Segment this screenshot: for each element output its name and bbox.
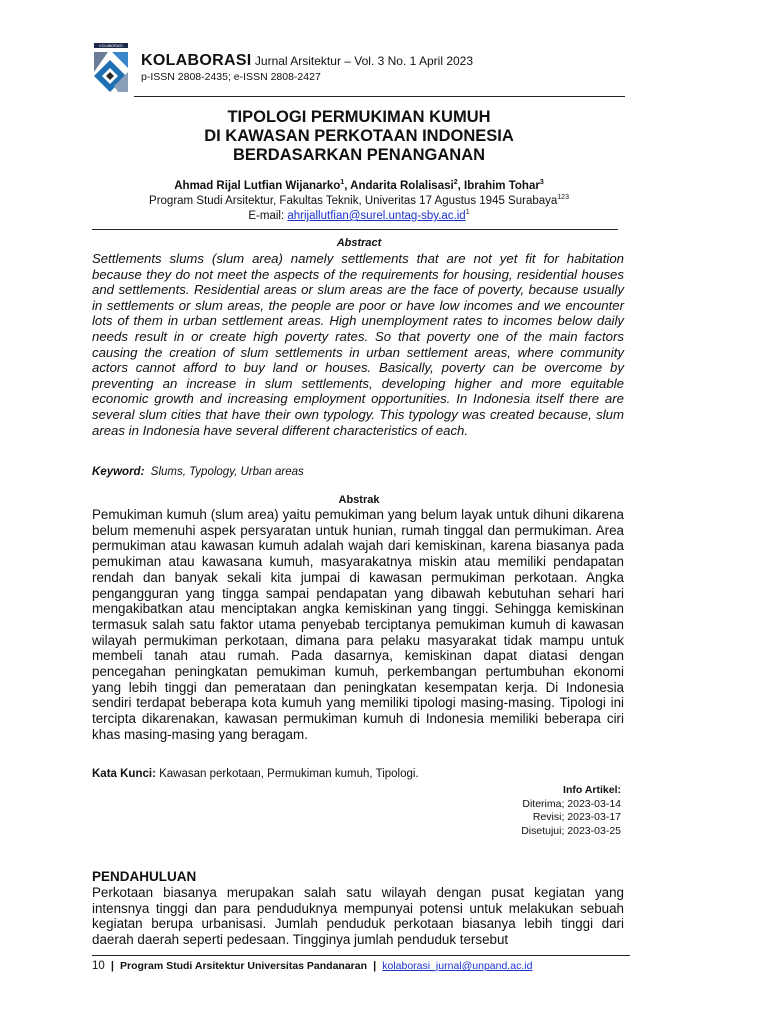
author-1: Ahmad Rijal Lutfian Wijanarko [174, 180, 341, 192]
abstract-divider [92, 229, 618, 230]
footer-divider [92, 955, 630, 956]
header-divider [134, 96, 625, 97]
title-line-2: DI KAWASAN PERKOTAAN INDONESIA [204, 127, 514, 145]
paper-title [92, 108, 626, 165]
abstrak-text: Pemukiman kumuh (slum area) yaitu pemukiman yang belum layak untuk dihuni dikarena belum memenuhi aspek persyaratan untuk hunian, rumah tinggal dan permukiman. Area permukiman atau kawasan kumuh adalah wajah dari kemiskinan, karena biasanya pada pemukiman atau kawasana kumuh, masyarakatnya miskin atau memiliki pendapatan rendah dan banyak sekali kita jumpai di kawasan permukiman perkotaan. Angka pengangguran yang tingga sampai pendapatan yang dibawah kebutuhan sehari hari mengakibatkan atau menciptakan angka kemiskinan yang tinggi. Sehingga kemiskinan termasuk salah satu faktor utama penyebab terciptanya pemukiman kumuh di kawasan wilayah permukiman perkotaan, dimana para pelaku masyarakat tidak mampu untuk membeli tanah atau rumah. Pada dasarnya, kemiskinan dapat diatasi dengan pencegahan peningkatan pemukiman kumuh, perkembangan pertumbuhan ekonomi yang lebih tinggi dan pemerataan dan peningkatan kesempatan kerja. Di Indonesia sendiri terdapat beberapa kota kumuh yang memiliki tipologi masing-masing. Tipologi ini tercipta dikarenakan, kawasan permukiman kumuh di Indonesia memiliki beberapa ciri khas masing-masing yang beragam. [92, 507, 624, 742]
date-revised: Revisi; 2023-03-17 [532, 811, 621, 823]
author-3: Ibrahim Tohar [464, 180, 540, 192]
abstrak-heading: Abstrak [338, 494, 380, 506]
page-footer: 10 | Program Studi Arsitektur Universitas Pandanaran | kolaborasi_jurnal@unpand.ac.id [92, 960, 533, 972]
abstract-heading: Abstract [336, 237, 382, 249]
affiliation: Program Studi Arsitektur, Fakultas Teknik, Univeritas 17 Agustus 1945 Surabaya$^{123}$ [149, 194, 569, 207]
section-text: Perkotaan biasanya merupakan salah satu wilayah dengan pusat kegiatan yang intensnya tinggi dan para penduduknya mempunyai potensi untuk melakukan sebuah kegiatan berupa urbanisasi. Jumlah penduduk perkotaan biasanya lebih tinggi dari daerah daerah seperti pedesaan. Tingginya jumlah penduduk tersebut [92, 885, 624, 947]
abstract-text: Settlements slums (slum area) namely settlements that are not yet fit for habitation because they do not meet the aspects of the requirements for housing, residential houses and settlements. Residential areas or slum areas are the face of poverty, because usually in settlements or slum areas, the people are poor or have low incomes and we encounter lots of them in urban settlement areas. High unemployment rates to incomes below daily needs result in or create high poverty rates. So that poverty one of the main factors causing the creation of slum settlements in urban settlement areas, where community actors cannot afford to buy land or houses. Basically, poverty can be overcome by preventing an increase in slum settlements, developing higher and more equitable economic growth and increasing employment opportunities. In Indonesia itself there are several slum cities that have their own typology. This typology was created because, slum areas in Indonesia have several different characteristics of each. [92, 251, 624, 438]
article-info [521, 784, 621, 838]
title-line-3: BERDASARKAN PENANGANAN [232, 146, 486, 164]
date-received: Diterima; 2023-03-14 [522, 797, 621, 810]
article-info-heading: Info Artikel: [563, 784, 621, 796]
author-list: Ahmad Rijal Lutfian Wijanarko$^1$, Andarita Rolalisasi$^2$, Ibrahim Tohar$^3$ [174, 179, 544, 192]
journal-issn: p-ISSN 2808-2435; e-ISSN 2808-2427 [141, 71, 321, 83]
footer-email-link[interactable]: kolaborasi_jurnal@unpand.ac.id [382, 960, 533, 972]
journal-logo-icon [92, 42, 130, 94]
journal-volume-info: Jurnal Arsitektur – Vol. 3 No. 1 April 2023 [254, 54, 474, 68]
keywords-values: Slums, Typology, Urban areas [150, 466, 304, 478]
journal-header [141, 52, 473, 70]
footer-institution: Program Studi Arsitektur Universitas Pandanaran [120, 960, 368, 972]
contact-email: E-mail: $ahrijallutfian@surel.untag-sby.ac.id^1$ [248, 209, 470, 222]
kata-kunci-label: Kata Kunci: [92, 768, 156, 780]
svg-text:KOLABORASI: KOLABORASI [99, 44, 123, 48]
page-number: 10 [92, 960, 105, 972]
kata-kunci [92, 768, 419, 780]
journal-brand: KOLABORASI [141, 52, 252, 69]
email-link[interactable]: ahrijallutfian@surel.untag-sby.ac.id [287, 210, 466, 222]
kata-kunci-values: Kawasan perkotaan, Permukiman kumuh, Tipologi. [159, 768, 419, 780]
author-2: Andarita Rolalisasi [350, 180, 454, 192]
date-accepted: Disetujui; 2023-03-25 [521, 824, 621, 837]
title-line-1: TIPOLOGI PERMUKIMAN KUMUH [227, 108, 491, 126]
section-heading: PENDAHULUAN [92, 869, 197, 884]
keywords-label: Keyword: [92, 466, 145, 478]
keywords [92, 466, 304, 478]
